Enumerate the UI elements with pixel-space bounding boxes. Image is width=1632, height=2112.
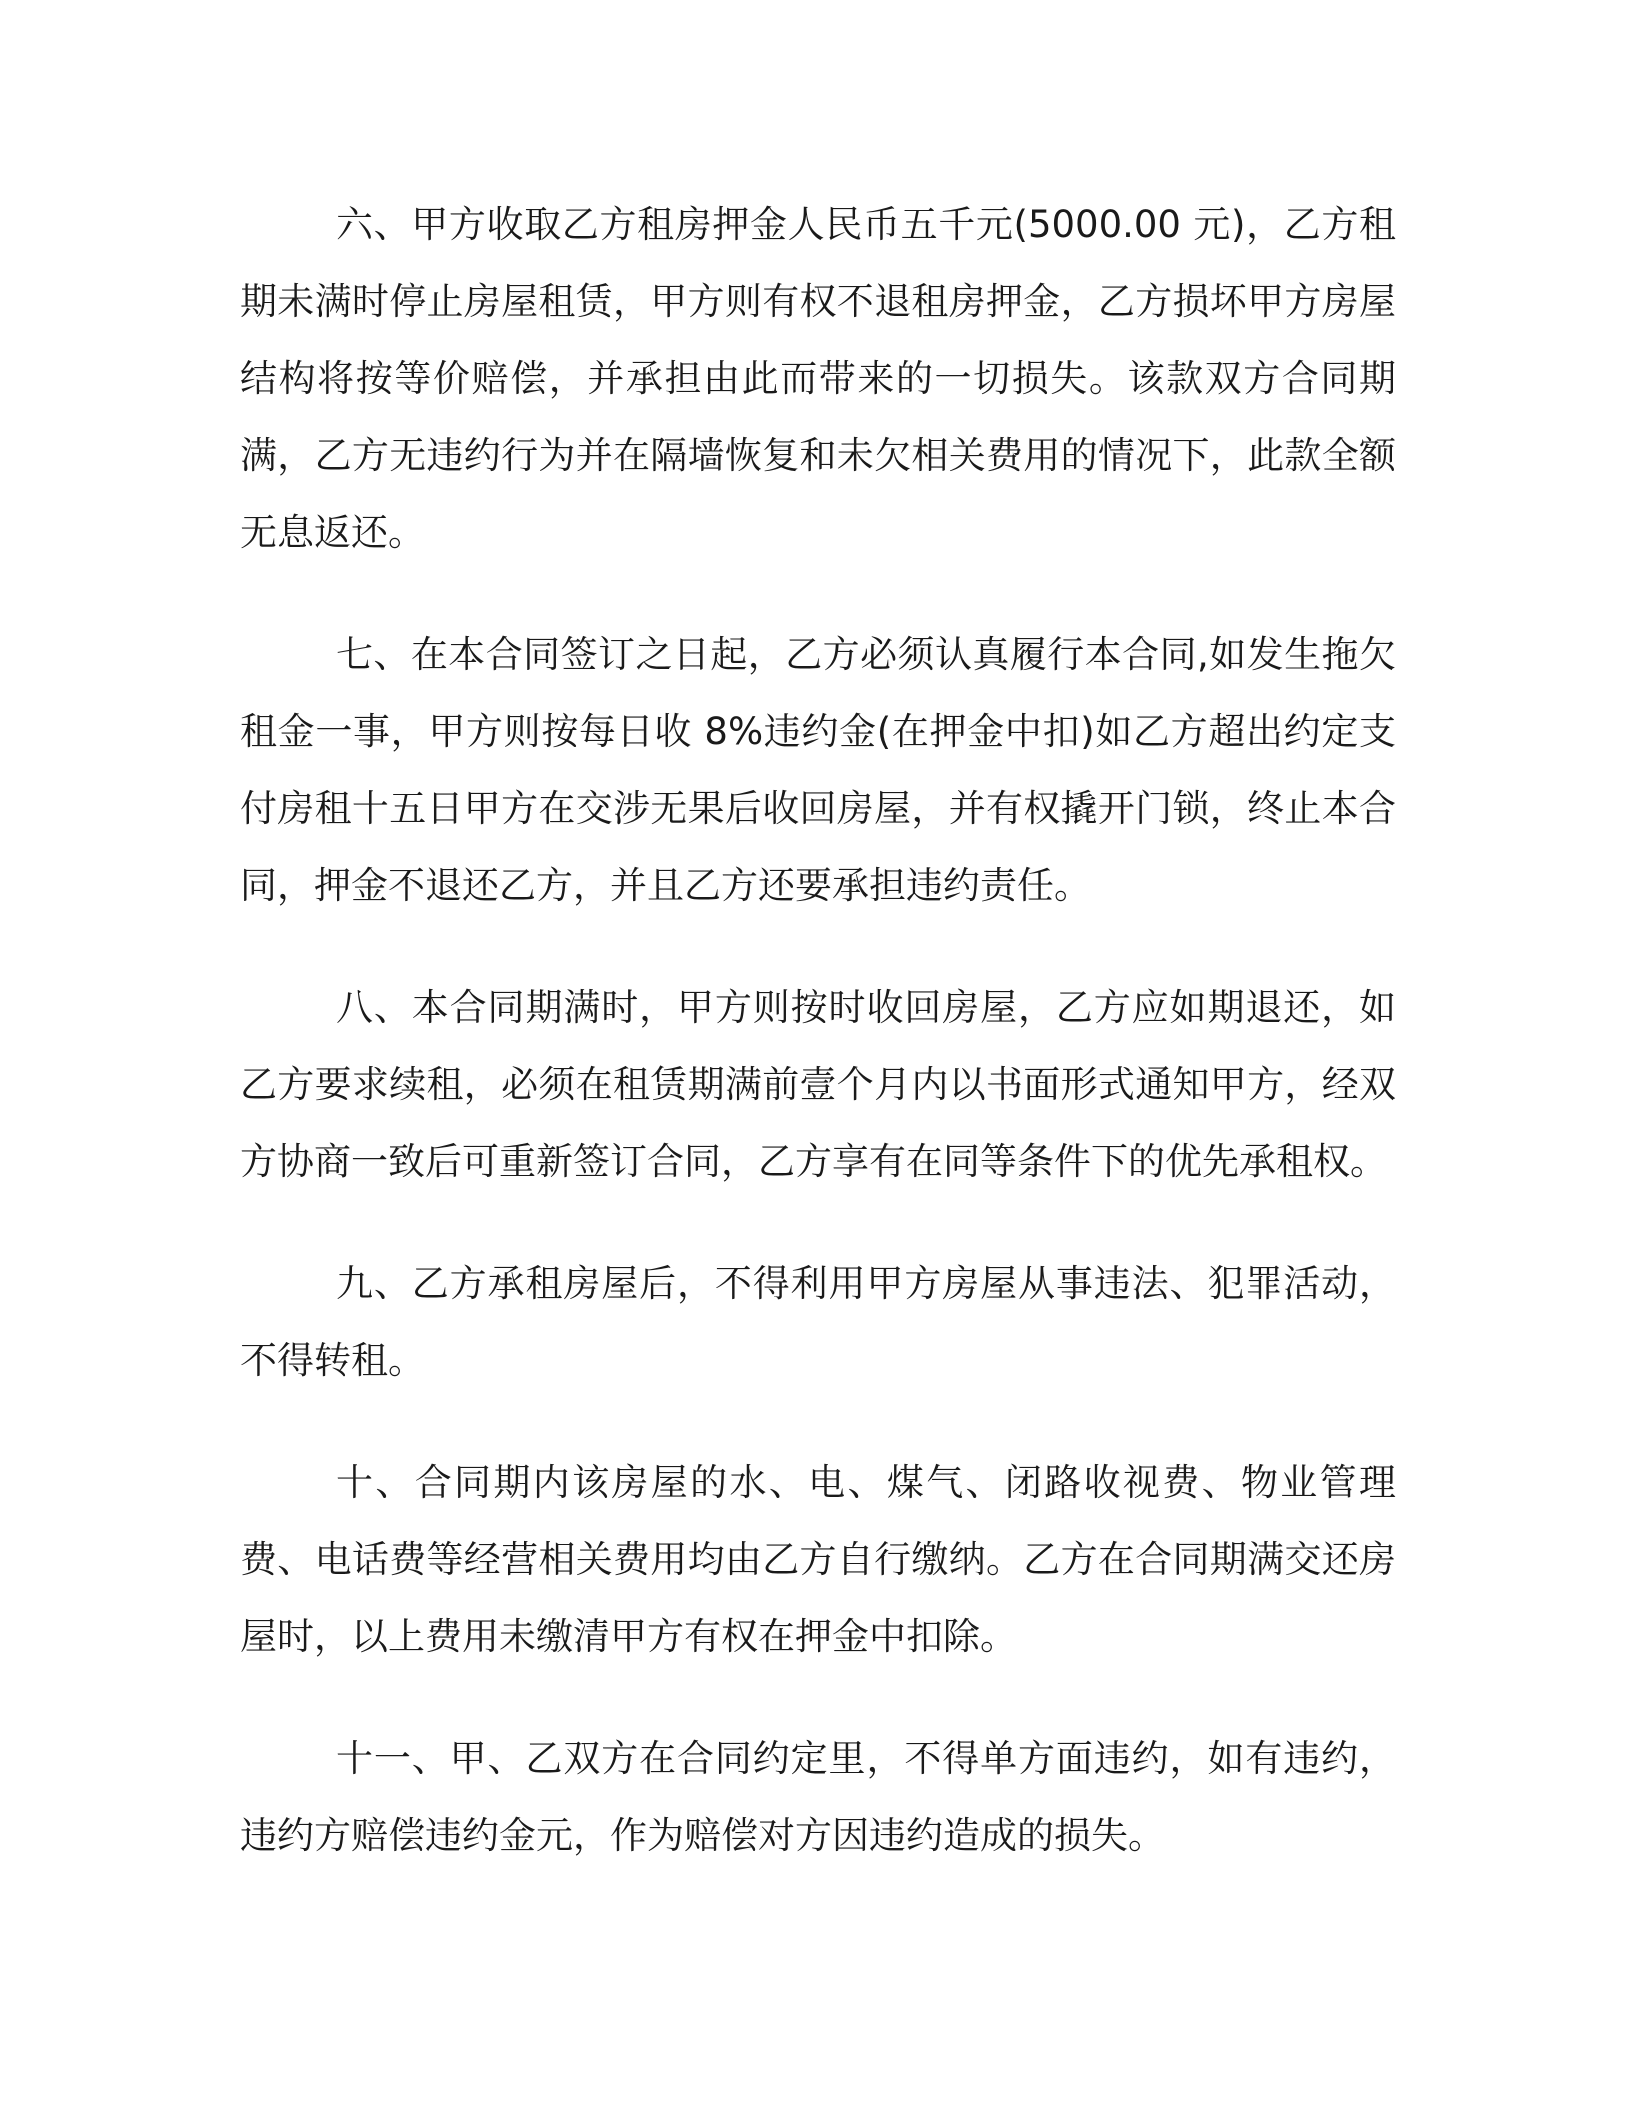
contract-body — [240, 186, 1396, 1919]
clause-8: 八、本合同期满时，甲方则按时收回房屋，乙方应如期退还，如乙方要求续租，必须在租赁期满前壹个月内以书面形式通知甲方，经双方协商一致后可重新签订合同，乙方享有在同等条件下的优先承租权。 — [240, 986, 1396, 1183]
clause-10: 十、合同期内该房屋的水、电、煤气、闭路收视费、物业管理费、电话费等经营相关费用均由乙方自行缴纳。乙方在合同期满交还房屋时，以上费用未缴清甲方有权在押金中扣除。 — [240, 1461, 1396, 1658]
clause-6: 六、甲方收取乙方租房押金人民币五千元(5000.00 元)，乙方租期未满时停止房屋租赁，甲方则有权不退租房押金，乙方损坏甲方房屋结构将按等价赔偿，并承担由此而带来的一切损失。该款双方合同期满，乙方无违约行为并在隔墙恢复和未欠相关费用的情况下，此款全额无息返还。 — [240, 203, 1396, 554]
clause-9: 九、乙方承租房屋后，不得利用甲方房屋从事违法、犯罪活动，不得转租。 — [240, 1262, 1396, 1382]
clause-11: 十一、甲、乙双方在合同约定里，不得单方面违约，如有违约，违约方赔偿违约金元，作为赔偿对方因违约造成的损失。 — [240, 1737, 1396, 1857]
clause-7: 七、在本合同签订之日起，乙方必须认真履行本合同,如发生拖欠租金一事，甲方则按每日收 8%违约金(在押金中扣)如乙方超出约定支付房租十五日甲方在交涉无果后收回房屋，并有权撬开门锁，终止本合同，押金不退还乙方，并且乙方还要承担违约责任。 — [240, 633, 1396, 907]
